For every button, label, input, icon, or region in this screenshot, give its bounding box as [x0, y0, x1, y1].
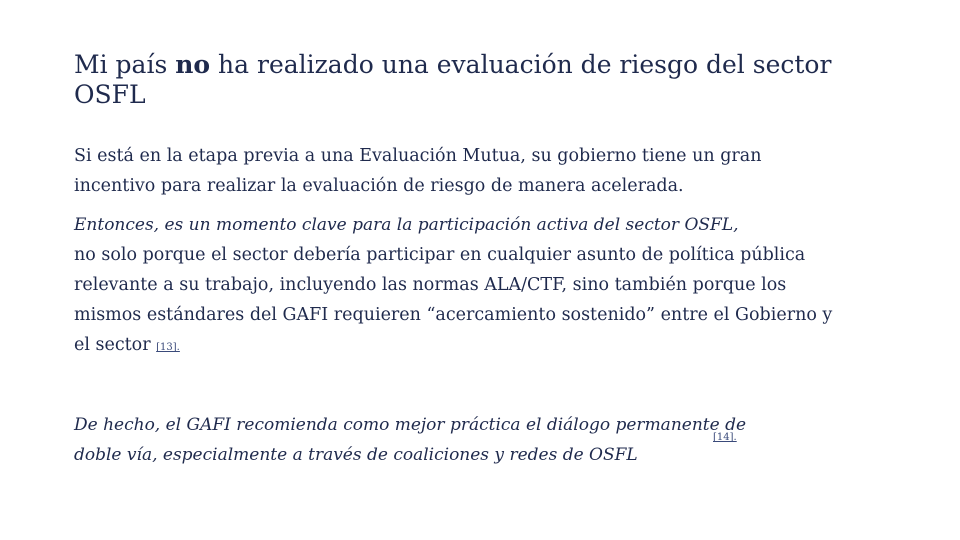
- reference-14-link[interactable]: [14].: [713, 432, 737, 443]
- paragraph-2-body: [74, 240, 834, 363]
- paragraph-2: [74, 210, 834, 363]
- reference-13-link[interactable]: [13].: [156, 342, 180, 353]
- paragraph-2-text: no solo porque el sector debería participar en cualquier asunto de política pública relevante a su trabajo, incluyendo las normas ALA/CTF, sino también porque los mismos estándares del GAFI requieren “acercamiento sostenido” entre el Gobierno y el sector: [74, 245, 833, 355]
- paragraph-3: De hecho, el GAFI recomienda como mejor práctica el diálogo permanente de doble vía, especialmente a través de coaliciones y redes de OSFL: [74, 415, 747, 465]
- slide-title: [74, 50, 834, 110]
- title-part2: ha realizado una evaluación de riesgo del sector OSFL: [74, 49, 832, 109]
- paragraph-1: Si está en la etapa previa a una Evaluación Mutua, su gobierno tiene un gran incentivo para realizar la evaluación de riesgo de manera acelerada.: [74, 145, 762, 196]
- title-emphasis: no: [175, 49, 211, 79]
- paragraph-2-lead: Entonces, es un momento clave para la participación activa del sector OSFL,: [74, 215, 739, 235]
- title-part1: Mi país: [74, 49, 176, 79]
